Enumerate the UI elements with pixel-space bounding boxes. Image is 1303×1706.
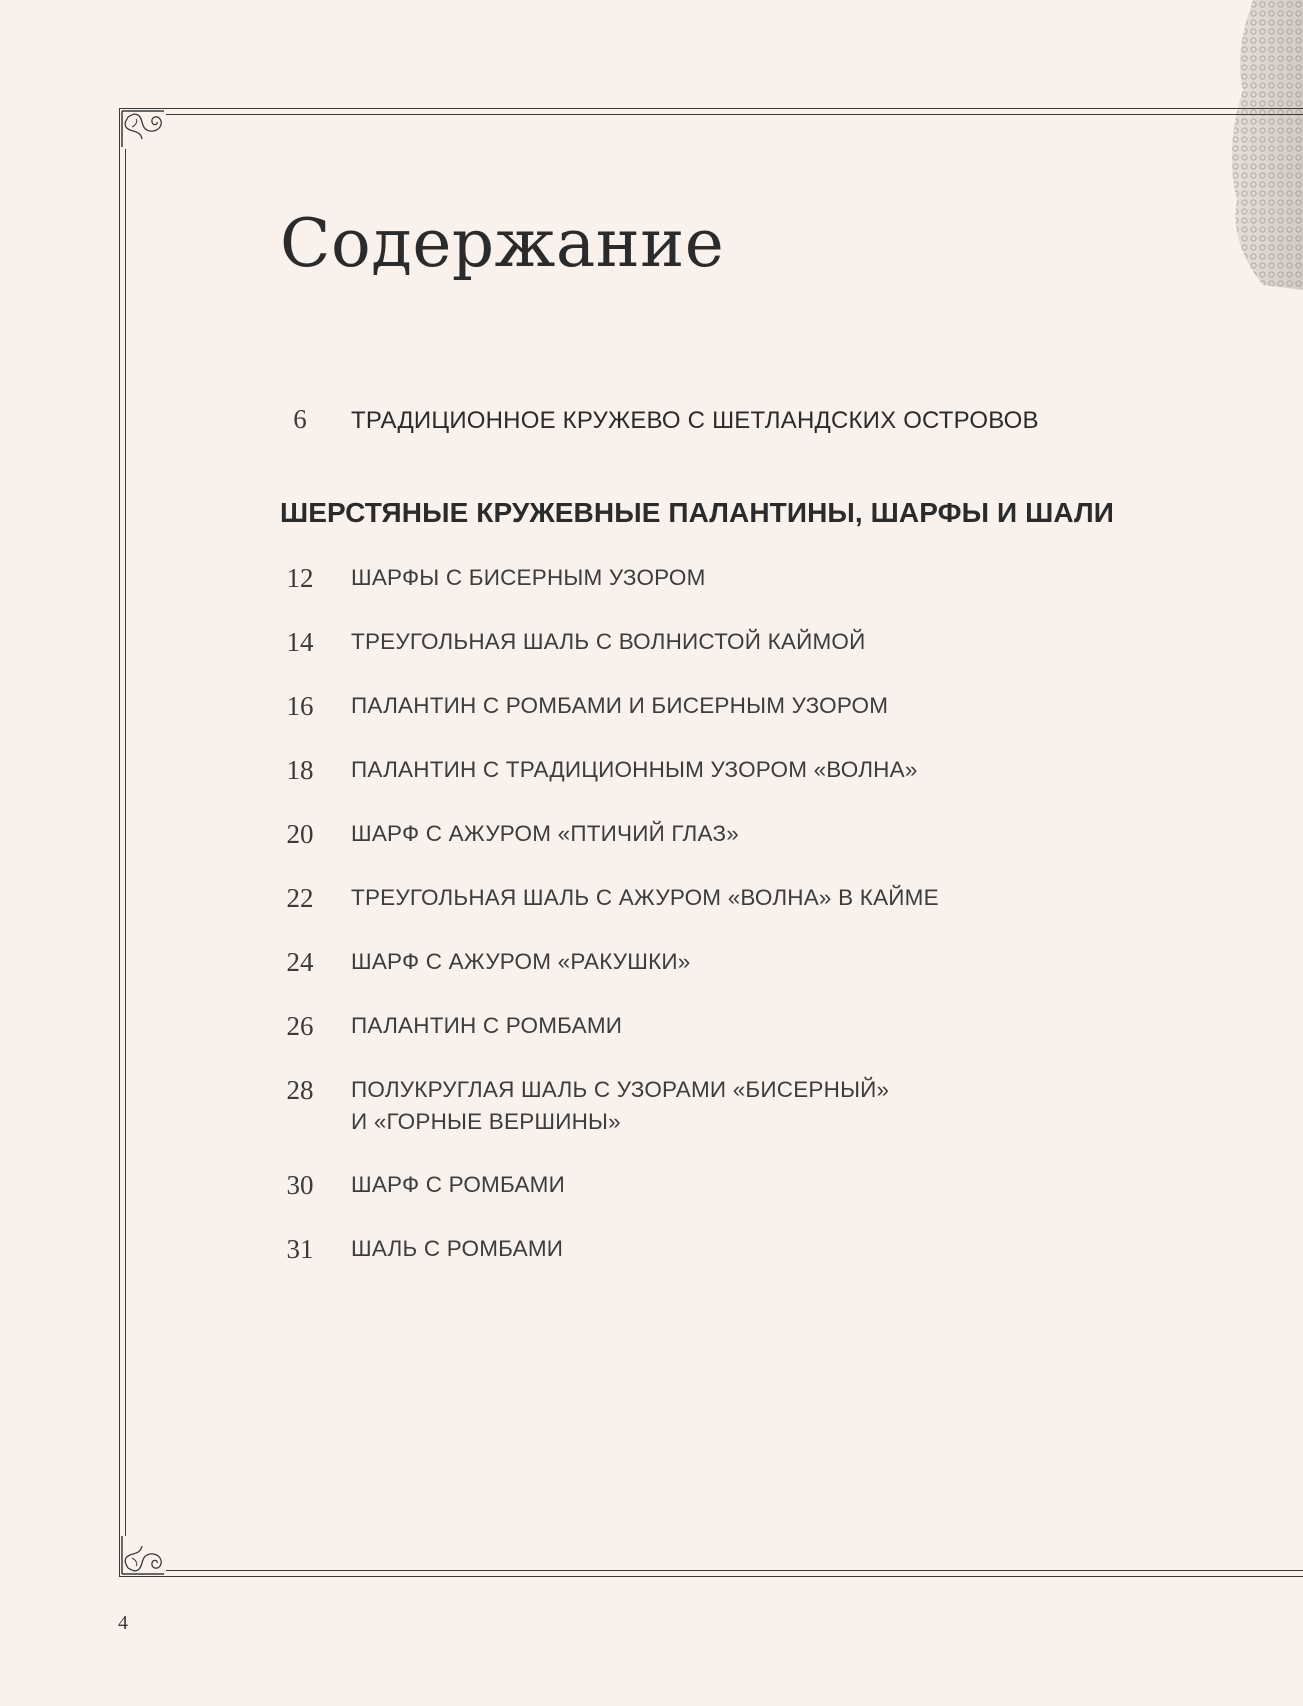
toc-entry-title <box>351 882 939 914</box>
toc-page-number: 14 <box>286 627 314 657</box>
toc-entry[interactable] <box>270 946 1170 978</box>
toc-entry[interactable] <box>270 1169 1170 1201</box>
toc-page-number: 28 <box>286 1075 314 1105</box>
toc-entry-title-line: ШАРФ С РОМБАМИ <box>351 1172 565 1197</box>
toc-entry[interactable] <box>270 754 1170 786</box>
toc-entry-title-line: ШАРФ С АЖУРОМ «ПТИЧИЙ ГЛАЗ» <box>351 821 739 846</box>
toc-entry-title <box>351 1074 889 1138</box>
toc-list <box>270 562 1170 1297</box>
toc-entry-title-line: ШАРФ С АЖУРОМ «РАКУШКИ» <box>351 949 691 974</box>
toc-page-number: 30 <box>286 1170 314 1200</box>
toc-entry[interactable] <box>270 1010 1170 1042</box>
toc-entry[interactable] <box>270 818 1170 850</box>
toc-entry-title <box>351 1169 565 1201</box>
toc-page-number: 18 <box>286 755 314 785</box>
toc-entry-title <box>351 690 888 722</box>
toc-entry-title-line: ТРЕУГОЛЬНАЯ ШАЛЬ С ВОЛНИСТОЙ КАЙМОЙ <box>351 629 866 654</box>
toc-entry-title-line: ТРЕУГОЛЬНАЯ ШАЛЬ С АЖУРОМ «ВОЛНА» В КАЙМЕ <box>351 885 939 910</box>
section-heading: ШЕРСТЯНЫЕ КРУЖЕВНЫЕ ПАЛАНТИНЫ, ШАРФЫ И ШАЛИ <box>280 497 1114 528</box>
toc-page-number: 12 <box>286 563 314 593</box>
toc-page-number: 26 <box>286 1011 314 1041</box>
toc-entry-title <box>351 754 918 786</box>
toc-intro-entry[interactable] <box>270 404 1170 435</box>
toc-entry-title-line: ШАЛЬ С РОМБАМИ <box>351 1236 564 1261</box>
toc-entry-title <box>351 562 706 594</box>
corner-ornament-bottom-left-icon <box>120 1536 166 1576</box>
toc-entry-title <box>351 626 865 658</box>
toc-entry[interactable] <box>270 626 1170 658</box>
toc-entry-title <box>351 1010 622 1042</box>
toc-entry-title <box>351 1233 563 1265</box>
toc-entry-title-line: ПАЛАНТИН С РОМБАМИ <box>351 1013 623 1038</box>
toc-entry-title-line: И «ГОРНЫЕ ВЕРШИНЫ» <box>351 1109 621 1134</box>
toc-entry-title-line: ПОЛУКРУГЛАЯ ШАЛЬ С УЗОРАМИ «БИСЕРНЫЙ» <box>351 1077 890 1102</box>
page-title: Содержание <box>280 205 725 282</box>
toc-page-number: 20 <box>286 819 314 849</box>
toc-page-number: 6 <box>293 404 307 434</box>
toc-page-number: 22 <box>286 883 314 913</box>
toc-entry-title: ТРАДИЦИОННОЕ КРУЖЕВО С ШЕТЛАНДСКИХ ОСТРОВОВ <box>351 407 1039 434</box>
toc-page-number: 16 <box>286 691 314 721</box>
toc-entry[interactable] <box>270 882 1170 914</box>
toc-entry-title <box>351 946 691 978</box>
toc-entry-title-line: ШАРФЫ С БИСЕРНЫМ УЗОРОМ <box>351 565 706 590</box>
toc-page-number: 24 <box>286 947 314 977</box>
folio-page-number: 4 <box>118 1612 128 1634</box>
toc-entry-title-line: ПАЛАНТИН С РОМБАМИ И БИСЕРНЫМ УЗОРОМ <box>351 693 889 718</box>
toc-entry[interactable] <box>270 562 1170 594</box>
toc-entry-title <box>351 818 739 850</box>
toc-page-number: 31 <box>286 1234 314 1264</box>
toc-entry-title-line: ПАЛАНТИН С ТРАДИЦИОННЫМ УЗОРОМ «ВОЛНА» <box>351 757 918 782</box>
toc-entry[interactable] <box>270 690 1170 722</box>
corner-ornament-top-left-icon <box>120 109 166 149</box>
toc-entry[interactable] <box>270 1233 1170 1265</box>
toc-entry[interactable] <box>270 1074 1170 1138</box>
